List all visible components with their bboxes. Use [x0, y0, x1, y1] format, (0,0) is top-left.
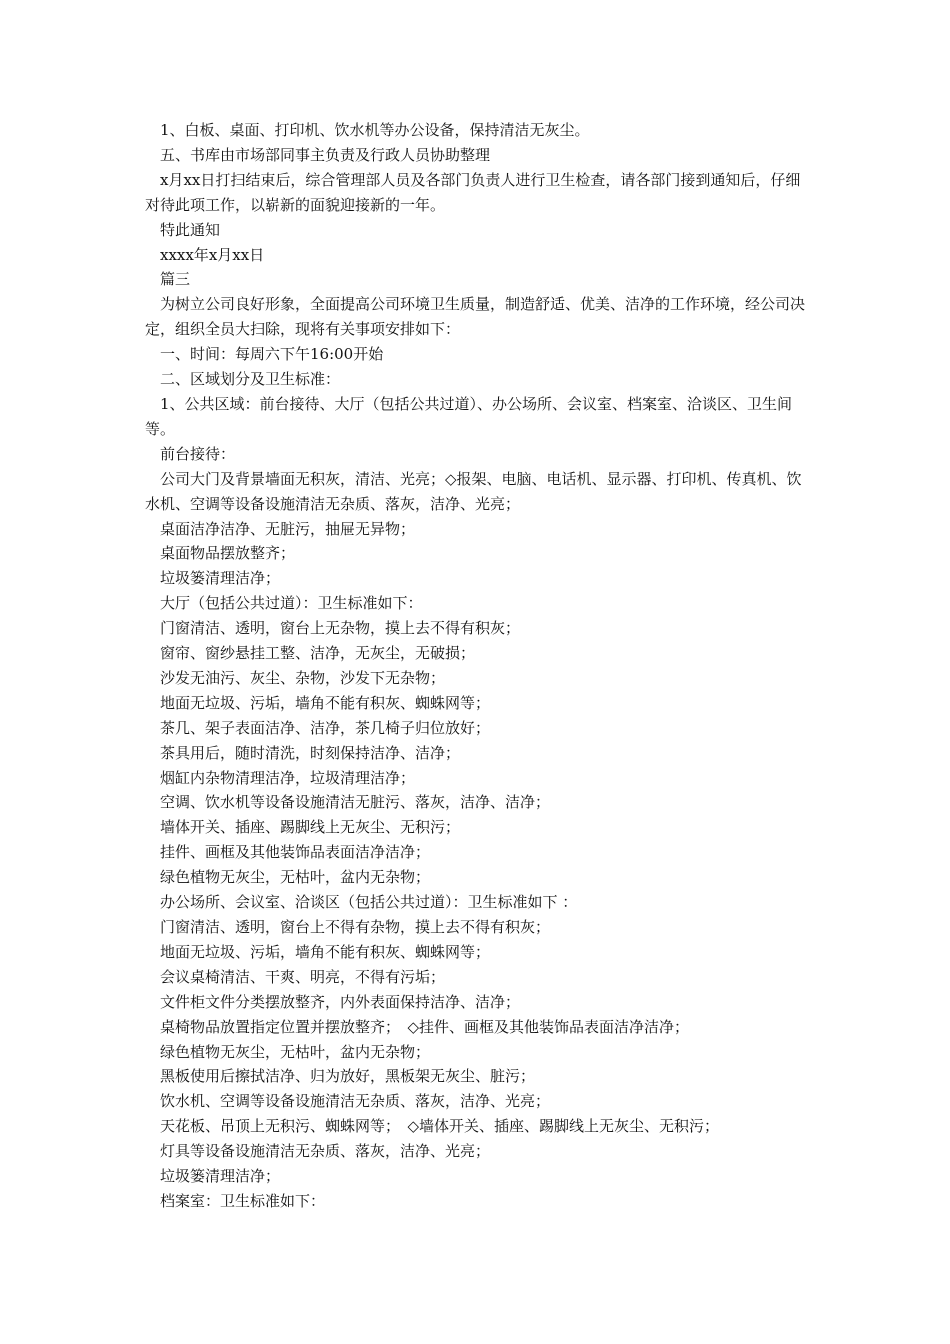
paragraph: 黑板使用后擦拭洁净、归为放好，黑板架无灰尘、脏污；: [160, 1067, 536, 1086]
paragraph: 饮水机、空调等设备设施清洁无杂质、落灰，洁净、光亮；: [160, 1092, 551, 1111]
paragraph: 沙发无油污、灰尘、杂物，沙发下无杂物；: [160, 668, 446, 687]
paragraph: 1、白板、桌面、打印机、饮水机等办公设备，保持清洁无灰尘。: [160, 121, 590, 139]
paragraph: 地面无垃圾、污垢，墙角不能有积灰、蜘蛛网等；: [160, 693, 491, 712]
paragraph: 门窗清洁、透明，窗台上不得有杂物，摸上去不得有积灰；: [160, 918, 551, 936]
paragraph: 茶几、架子表面洁净、洁净，茶几椅子归位放好；: [160, 718, 491, 737]
paragraph: 为树立公司良好形象，全面提高公司环境卫生质量，制造舒适、优美、洁净的工作环境，经公司决定，组织全员大扫除，现将有关事项安排如下：: [145, 295, 806, 339]
paragraph: 烟缸内杂物清理洁净，垃圾清理洁净；: [160, 768, 416, 787]
paragraph: 二、区域划分及卫生标准：: [160, 370, 341, 389]
paragraph: xxxx年x月xx日: [160, 245, 265, 264]
paragraph: 垃圾篓清理洁净；: [160, 1167, 281, 1186]
paragraph: 桌椅物品放置指定位置并摆放整齐； ◇挂件、画框及其他装饰品表面洁净洁净；: [160, 1017, 690, 1036]
paragraph: 档案室：卫生标准如下：: [160, 1191, 326, 1210]
paragraph: 空调、饮水机等设备设施清洁无脏污、落灰，洁净、洁净；: [160, 793, 551, 812]
paragraph: 一、时间：每周六下午16:00开始: [160, 345, 384, 364]
paragraph: 墙体开关、插座、踢脚线上无灰尘、无积污；: [160, 818, 461, 837]
paragraph: 文件柜文件分类摆放整齐，内外表面保持洁净、洁净；: [160, 992, 521, 1011]
paragraph: 会议桌椅清洁、干爽、明亮，不得有污垢；: [160, 967, 446, 986]
section-heading: 篇三: [160, 270, 191, 289]
paragraph: 绿色植物无灰尘，无枯叶，盆内无杂物；: [160, 868, 431, 887]
paragraph: 垃圾篓清理洁净；: [160, 569, 281, 588]
document-page: [145, 118, 815, 1214]
paragraph: 灯具等设备设施清洁无杂质、落灰，洁净、光亮；: [160, 1142, 491, 1161]
paragraph: 桌面洁净洁净、无脏污，抽屉无异物；: [160, 519, 416, 538]
paragraph: 1、公共区域：前台接待、大厅（包括公共过道）、办公场所、会议室、档案室、洽谈区、卫生间等。: [145, 394, 793, 438]
paragraph: 天花板、吊顶上无积污、蜘蛛网等； ◇墙体开关、插座、踢脚线上无灰尘、无积污；: [160, 1117, 720, 1136]
paragraph: 大厅（包括公共过道）：卫生标准如下：: [160, 594, 423, 613]
paragraph: 绿色植物无灰尘，无枯叶，盆内无杂物；: [160, 1042, 431, 1061]
paragraph: 五、书库由市场部同事主负责及行政人员协助整理: [160, 145, 491, 164]
paragraph: 特此通知: [160, 220, 221, 239]
paragraph: 门窗清洁、透明，窗台上无杂物，摸上去不得有积灰；: [160, 619, 521, 638]
paragraph: 前台接待：: [160, 444, 236, 463]
paragraph: 办公场所、会议室、洽谈区（包括公共过道）：卫生标准如下 ：: [160, 893, 578, 912]
paragraph: 公司大门及背景墙面无积灰，清洁、光亮；◇报架、电脑、电话机、显示器、打印机、传真机、饮水机、空调等设备设施清洁无杂质、落灰，洁净、光亮；: [145, 469, 802, 513]
paragraph: 挂件、画框及其他装饰品表面洁净洁净；: [160, 843, 431, 862]
paragraph: 窗帘、窗纱悬挂工整、洁净，无灰尘，无破损；: [160, 644, 476, 663]
paragraph: 茶具用后，随时清洗，时刻保持洁净、洁净；: [160, 743, 461, 762]
paragraph: x月xx日打扫结束后，综合管理部人员及各部门负责人进行卫生检查，请各部门接到通知后，仔细对待此项工作，以崭新的面貌迎接新的一年。: [145, 170, 801, 214]
paragraph: 桌面物品摆放整齐；: [160, 544, 296, 563]
paragraph: 地面无垃圾、污垢，墙角不能有积灰、蜘蛛网等；: [160, 942, 491, 961]
